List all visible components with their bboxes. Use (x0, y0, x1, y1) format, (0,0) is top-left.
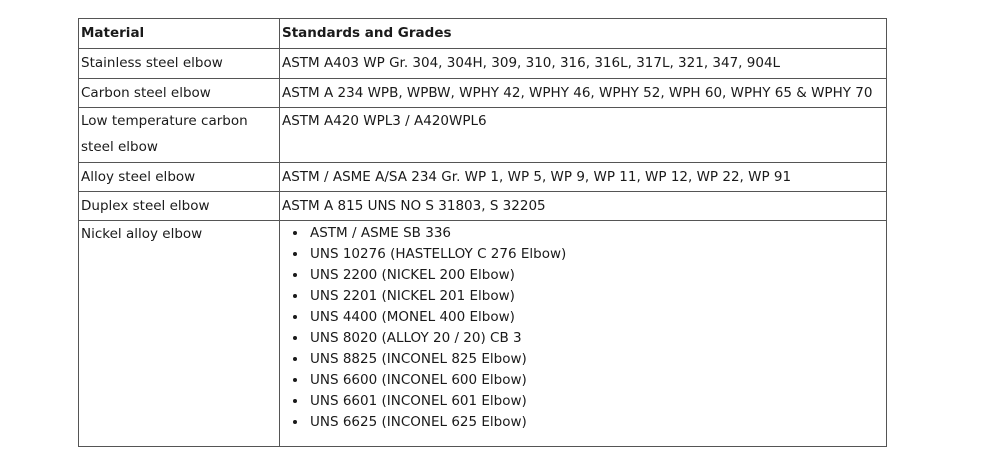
table-header-row (79, 19, 887, 49)
table-row (79, 79, 887, 108)
material-cell: Low temperature carbon steel elbow (79, 108, 280, 163)
table-row (79, 163, 887, 192)
material-cell: Duplex steel elbow (79, 192, 280, 221)
material-cell: Nickel alloy elbow (79, 221, 280, 447)
list-item: • UNS 6601 (INCONEL 601 Elbow) (308, 391, 884, 412)
list-item: • UNS 6625 (INCONEL 625 Elbow) (308, 412, 884, 433)
table-row (79, 49, 887, 79)
standards-cell: ASTM A420 WPL3 / A420WPL6 (280, 108, 887, 163)
material-cell: Stainless steel elbow (79, 49, 280, 79)
standards-cell: ASTM A 234 WPB, WPBW, WPHY 42, WPHY 46, WPHY 52, WPH 60, WPHY 65 & WPHY 70 (280, 79, 887, 108)
standards-table (78, 18, 887, 447)
list-item: • UNS 6600 (INCONEL 600 Elbow) (308, 370, 884, 391)
list-item: • UNS 4400 (MONEL 400 Elbow) (308, 307, 884, 328)
nickel-grades-list (282, 223, 884, 433)
list-item: • UNS 10276 (HASTELLOY C 276 Elbow) (308, 244, 884, 265)
list-item: • ASTM / ASME SB 336 (308, 223, 884, 244)
standards-cell: ASTM / ASME A/SA 234 Gr. WP 1, WP 5, WP 9, WP 11, WP 12, WP 22, WP 91 (280, 163, 887, 192)
table-row (79, 221, 887, 447)
material-cell: Carbon steel elbow (79, 79, 280, 108)
material-cell: Alloy steel elbow (79, 163, 280, 192)
header-material: Material (79, 19, 280, 49)
list-item: • UNS 8825 (INCONEL 825 Elbow) (308, 349, 884, 370)
list-item: • UNS 8020 (ALLOY 20 / 20) CB 3 (308, 328, 884, 349)
header-standards: Standards and Grades (280, 19, 887, 49)
standards-cell: ASTM A 815 UNS NO S 31803, S 32205 (280, 192, 887, 221)
list-item: • UNS 2201 (NICKEL 201 Elbow) (308, 286, 884, 307)
table-row (79, 192, 887, 221)
standards-cell: ASTM A403 WP Gr. 304, 304H, 309, 310, 316, 316L, 317L, 321, 347, 904L (280, 49, 887, 79)
list-item: • UNS 2200 (NICKEL 200 Elbow) (308, 265, 884, 286)
table-row (79, 108, 887, 163)
standards-cell (280, 221, 887, 447)
